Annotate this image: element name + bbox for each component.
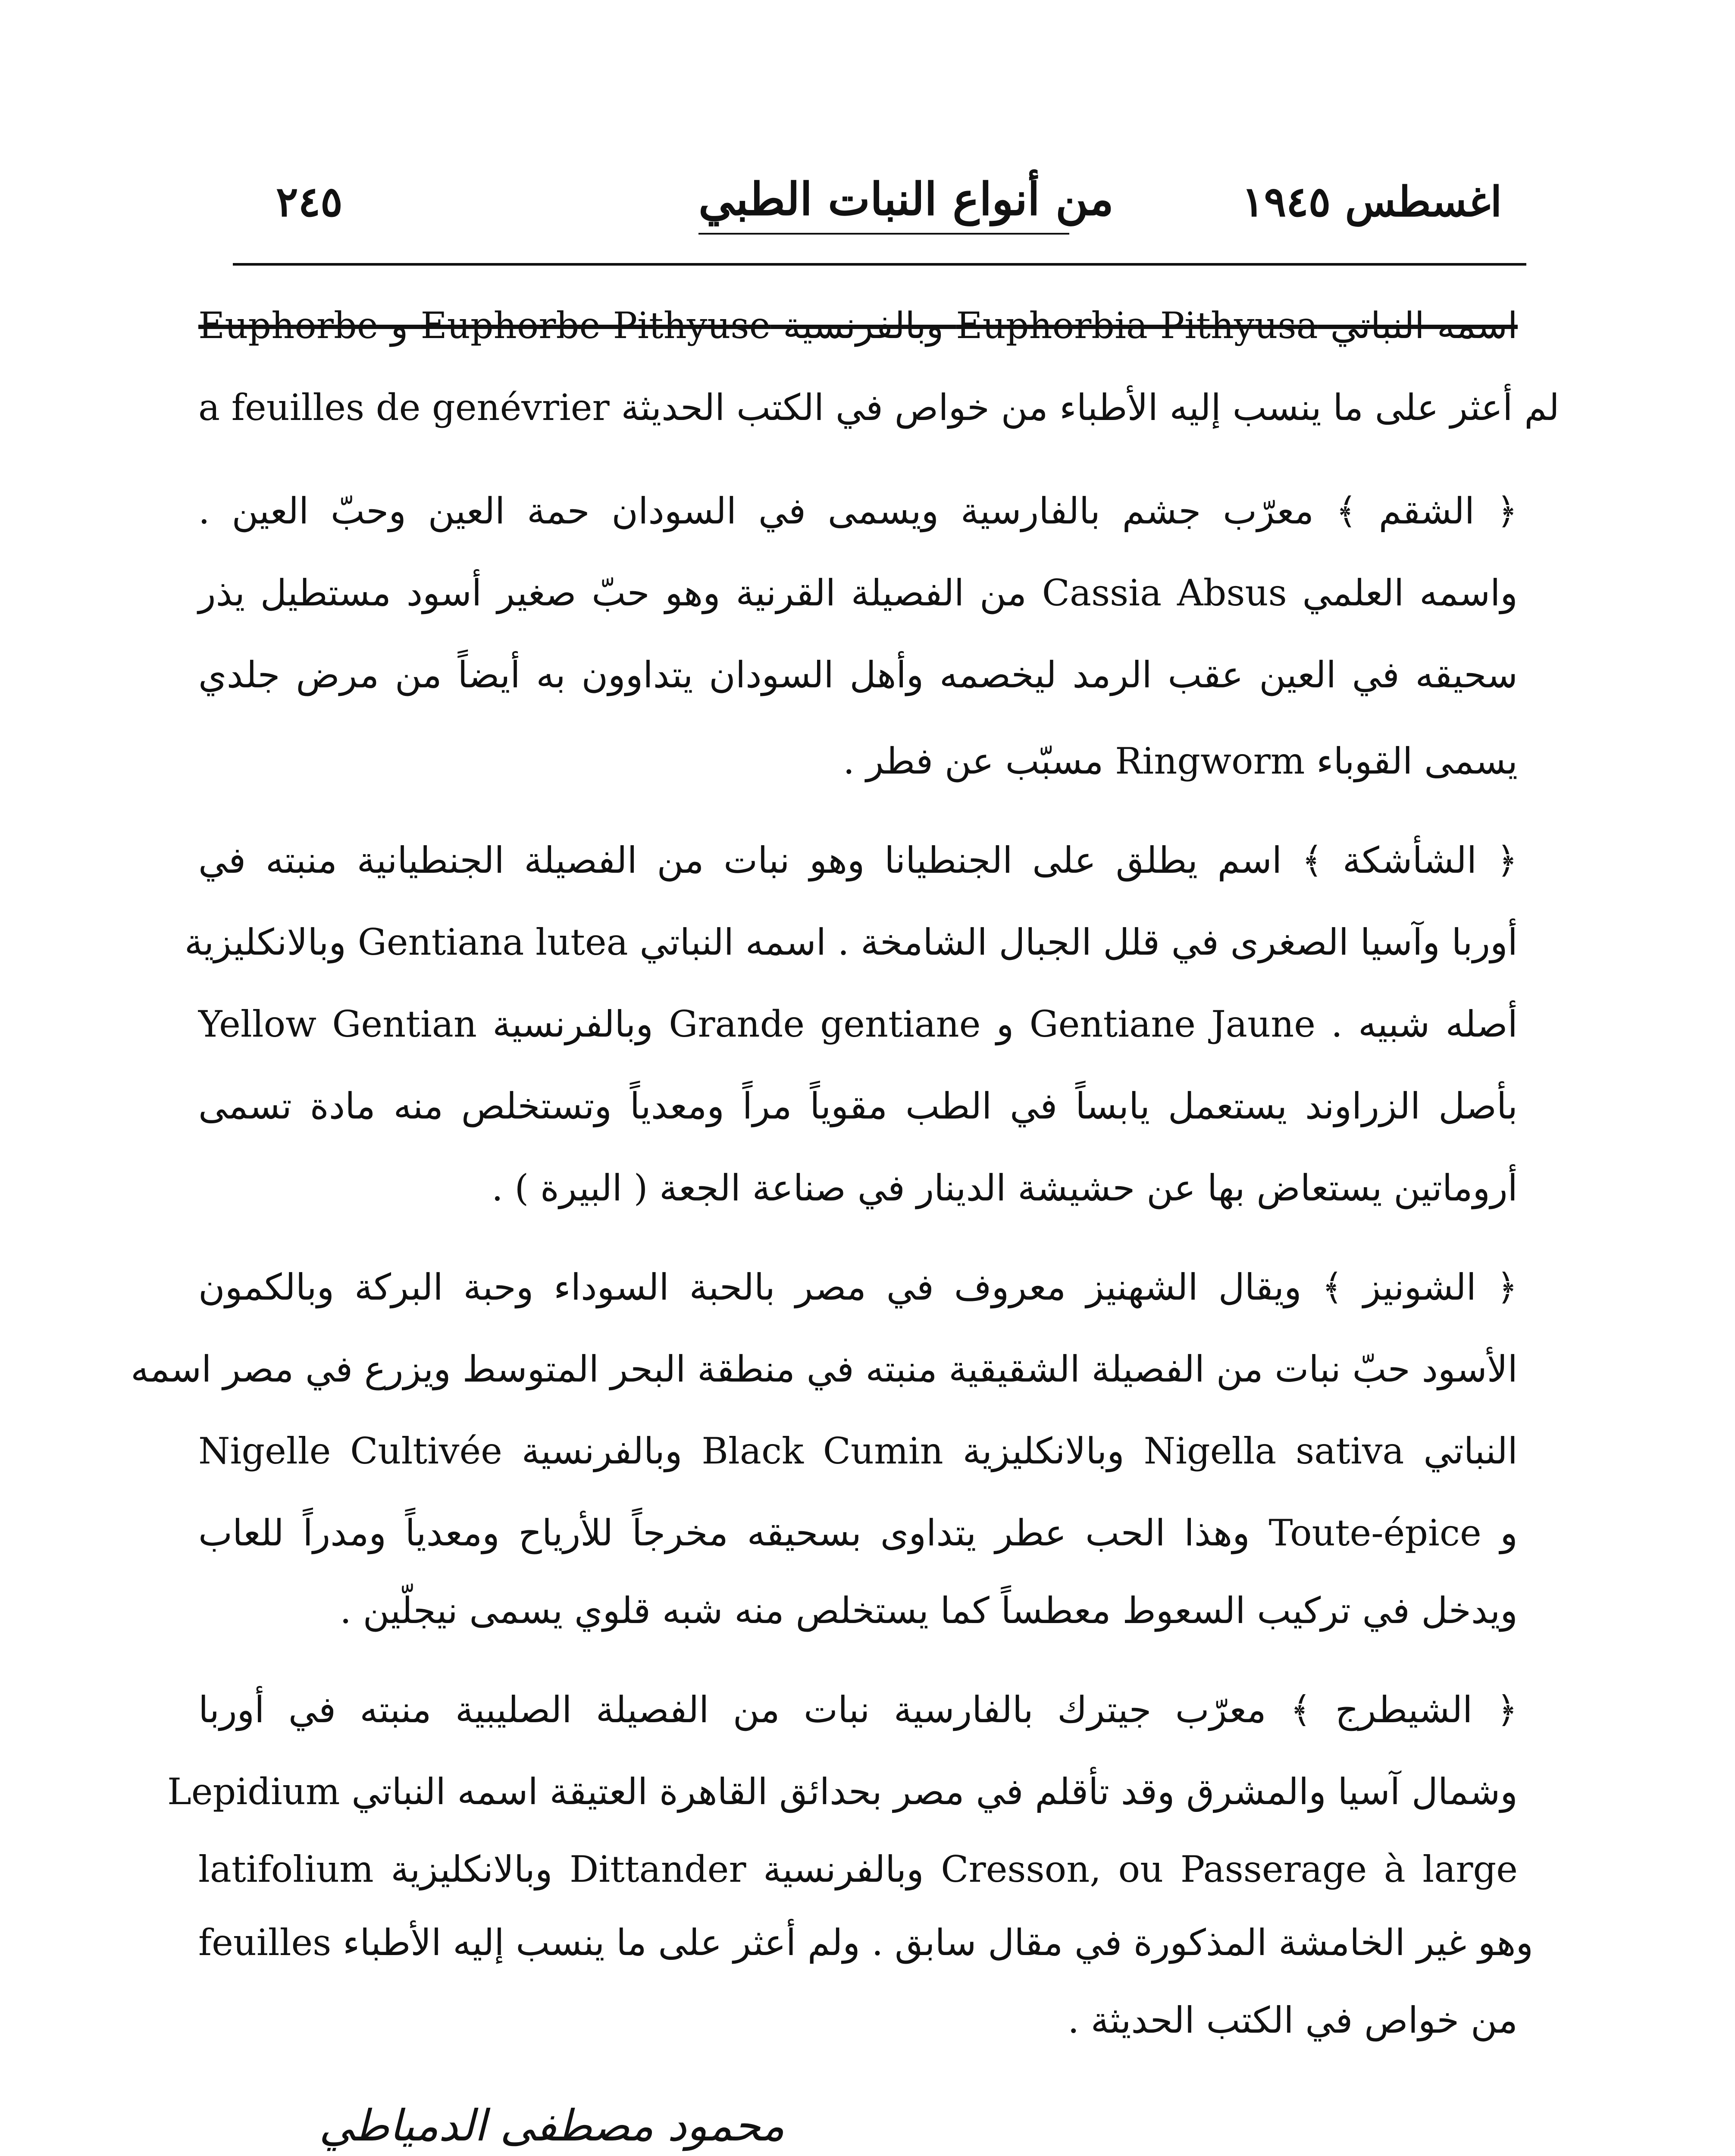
header-rule	[233, 263, 1526, 266]
body-line-17: ﴿ الشيطرج ﴾ معرّب جيترك بالفارسية نبات من الفصيلة الصليبية منبته في أوربا	[198, 1689, 1518, 1731]
body-line-20: feuilles وهو غير الخامشة المذكورة في مقال سابق . ولم أعثر على ما ينسب إليه الأطباء	[198, 1921, 1534, 1964]
body-line-11: أروماتين يستعاض بها عن حشيشة الدينار في صناعة الجعة ( البيرة ) .	[492, 1167, 1518, 1209]
body-line-5: سحيقه في العين عقب الرمد ليخصمه وأهل السودان يتداوون به أيضاً من مرض جلدي	[198, 654, 1518, 696]
body-line-4: واسمه العلمي Cassia Absus من الفصيلة القرنية وهو حبّ صغير أسود مستطيل يذر	[198, 572, 1518, 614]
title-underline	[698, 233, 1069, 235]
body-line-8: أوربا وآسيا الصغرى في قلل الجبال الشامخة . اسمه النباتي Gentiana lutea وبالانكليزية	[184, 921, 1518, 963]
body-line-7: ﴿ الشأشكة ﴾ اسم يطلق على الجنطيانا وهو نبات من الفصيلة الجنطيانية منبته في	[198, 839, 1518, 881]
body-line-10: بأصل الزراوند يستعمل يابساً في الطب مقوياً مراً ومعدياً وتستخلص منه مادة تسمى	[198, 1085, 1518, 1127]
body-line-21: من خواص في الكتب الحديثة .	[1068, 1999, 1518, 2041]
body-line-13: الأسود حبّ نبات من الفصيلة الشقيقية منبته في منطقة البحر المتوسط ويزرع في مصر اسمه	[131, 1348, 1518, 1390]
body-line-14: النباتي Nigella sativa وبالانكليزية Black Cumin وبالفرنسية Nigelle Cultivée	[198, 1430, 1518, 1472]
author-signature: محمود مصطفى الدمياطي	[319, 2100, 785, 2151]
body-line-12: ﴿ الشونيز ﴾ ويقال الشهنيز معروف في مصر بالحبة السوداء وحبة البركة وبالكمون	[198, 1266, 1518, 1308]
body-line-15: و Toute-épice وهذا الحب عطر يتداوى بسحيقه مخرجاً للأرياح ومعدياً ومدراً للعاب	[198, 1512, 1518, 1554]
body-line-19: latifolium وبالانكليزية Dittander وبالفرنسية Cresson, ou Passerage à large	[198, 1848, 1518, 1890]
body-line-1: اسمه النباتي Euphorbia Pithyusa وبالفرنسية Euphorbe Pithyuse و Euphorbe	[198, 304, 1518, 347]
body-line-3: ﴿ الشقم ﴾ معرّب جشم بالفارسية ويسمى في السودان حمة العين وحبّ العين .	[198, 490, 1518, 532]
issue-date: اغسطس ١٩٤٥	[1242, 177, 1502, 226]
body-line-9: Yellow Gentian وبالفرنسية Grande gentiane و Gentiane Jaune . أصله شبيه	[198, 1003, 1518, 1045]
body-line-16: ويدخل في تركيب السعوط معطساً كما يستخلص منه شبه قلوي يسمى نيجلّين .	[340, 1589, 1518, 1632]
page-number: ٢٤٥	[276, 177, 343, 226]
body-line-6: يسمى القوباء Ringworm مسبّب عن فطر .	[843, 740, 1518, 782]
body-line-2: a feuilles de genévrier لم أعثر على ما ينسب إليه الأطباء من خواص في الكتب الحديثة	[198, 386, 1560, 429]
body-line-18: وشمال آسيا والمشرق وقد تأقلم في مصر بحدائق القاهرة العتيقة اسمه النباتي Lepidium	[167, 1771, 1518, 1813]
page-title: من أنواع النبات الطبي	[698, 172, 1114, 226]
